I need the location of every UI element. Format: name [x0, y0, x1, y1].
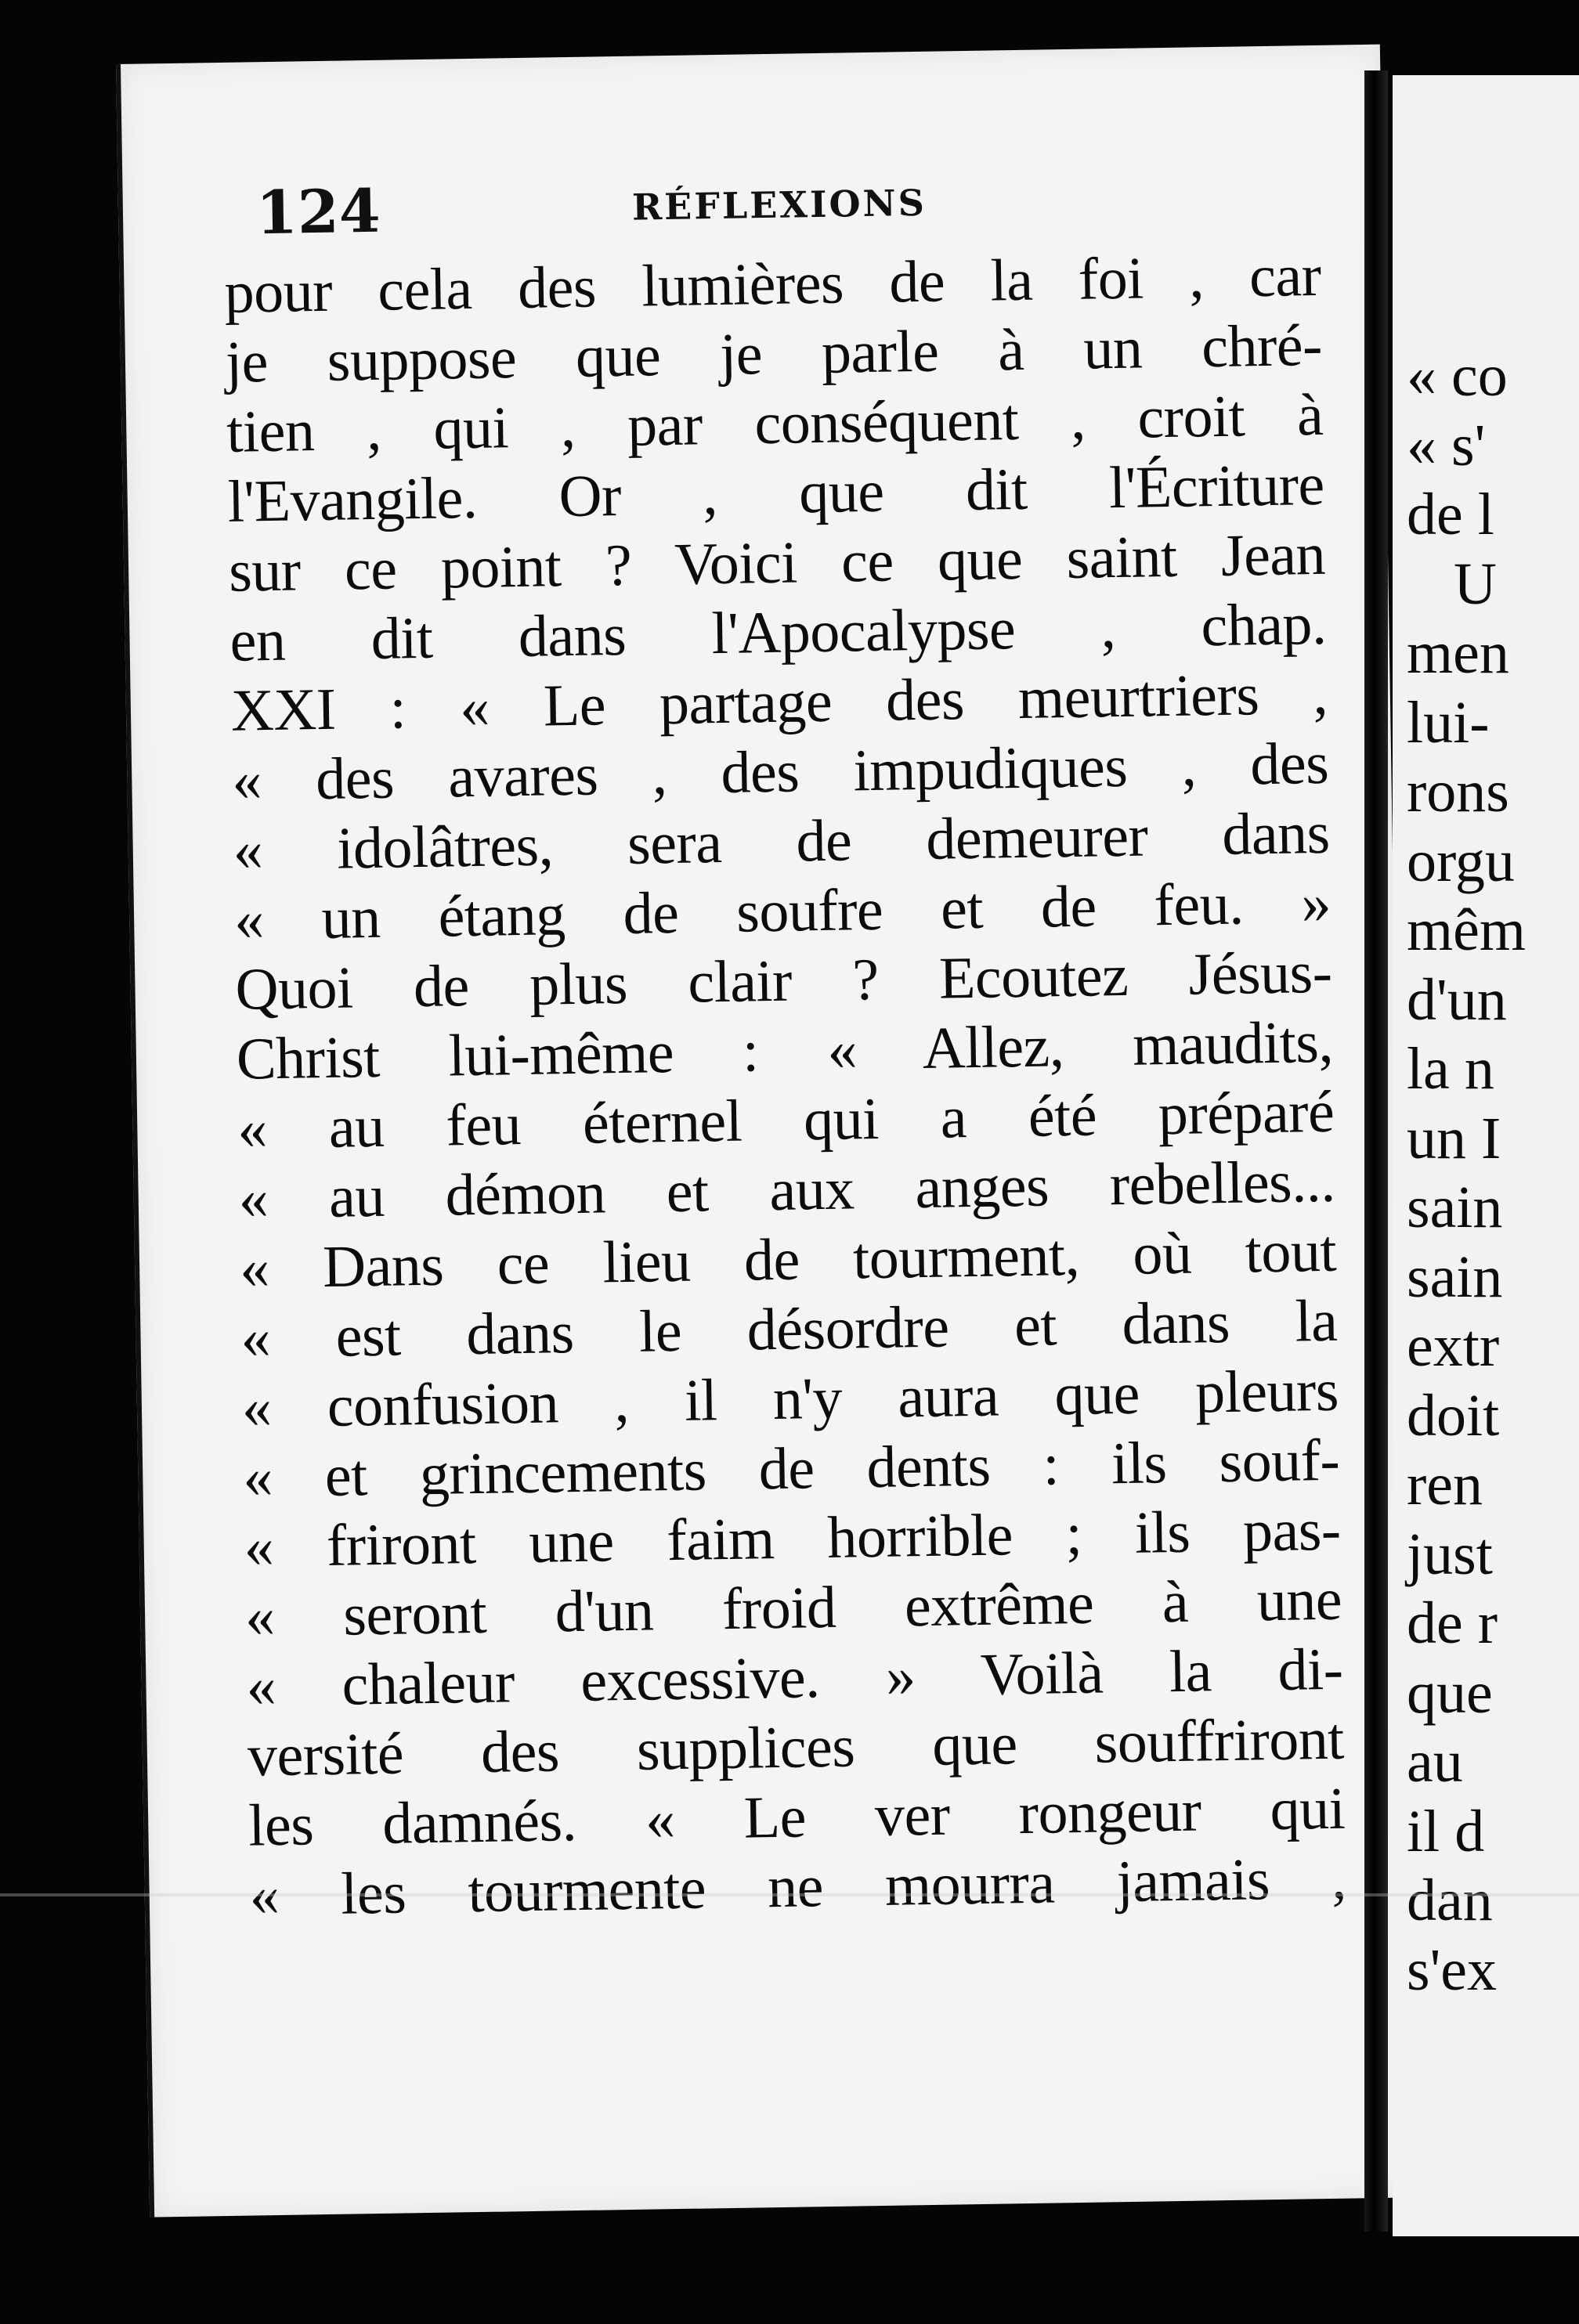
text-line: sain [1407, 1243, 1503, 1310]
text-line: « au démon et aux anges rebelles... [238, 1148, 1336, 1232]
text-line: « friront une faim horrible ; ils pas- [244, 1496, 1342, 1580]
body-text [224, 240, 1378, 1930]
scan-artifact-line [0, 1893, 1579, 1896]
text-line: just [1407, 1521, 1493, 1587]
text-line: versité des supplices que souffriront [247, 1705, 1345, 1789]
text-line: orgu [1407, 828, 1515, 894]
text-line: « seront d'un froid extrême à une [244, 1566, 1342, 1650]
text-line: ren [1407, 1452, 1483, 1517]
text-line: lui- [1407, 689, 1490, 756]
text-line: « les tourmente ne mourra jamais , [249, 1845, 1347, 1929]
text-line: « Dans ce lieu de tourment, où tout [239, 1218, 1337, 1301]
text-line: d'un [1407, 966, 1507, 1033]
text-line: rons [1407, 759, 1509, 825]
text-line: un I [1407, 1105, 1501, 1171]
text-line: « un étang de soufre et de feu. » [233, 869, 1331, 953]
left-page [116, 45, 1414, 2218]
book-gutter [1364, 70, 1388, 2232]
text-line: « confusion , il n'y aura que pleurs [241, 1357, 1339, 1441]
text-line: en dit dans l'Apocalypse , chap. [229, 590, 1328, 674]
text-line: l'Evangile. Or , que dit l'Écriture [227, 451, 1325, 535]
text-line: U [1454, 550, 1497, 617]
text-line: Christ lui-même : « Allez, maudits, [236, 1009, 1334, 1092]
text-line: « est dans le désordre et dans la [240, 1287, 1339, 1371]
text-line: men [1407, 620, 1509, 686]
text-line: la n [1407, 1036, 1494, 1102]
text-line: sain [1407, 1175, 1503, 1240]
text-line: que [1407, 1659, 1493, 1726]
text-line: mêm [1407, 897, 1526, 963]
text-line: « s' [1407, 412, 1486, 478]
running-title: RÉFLEXIONS [631, 181, 927, 229]
text-line: « idolâtres, sera de demeurer dans [233, 799, 1331, 883]
text-line: Quoi de plus clair ? Ecoutez Jésus- [234, 939, 1333, 1023]
text-line: s'ex [1407, 1936, 1498, 2003]
text-line: au [1407, 1729, 1463, 1795]
text-line: de r [1407, 1590, 1498, 1656]
text-line: tien , qui , par conséquent , croit à [226, 381, 1324, 465]
text-line: les damnés. « Le ver rongeur qui [248, 1775, 1346, 1859]
page-number: 124 [255, 175, 381, 248]
text-line: « des avares , des impudiques , des [231, 730, 1329, 814]
text-line: XXI : « Le partage des meurtriers , [230, 660, 1328, 744]
text-line: de l [1407, 482, 1494, 547]
text-line: extr [1407, 1313, 1500, 1379]
text-line: doit [1407, 1382, 1500, 1449]
text-line: « chaleur excessive. » Voilà la di- [245, 1636, 1344, 1720]
text-line: pour cela des lumières de la foi , car [223, 242, 1322, 326]
text-line: sur ce point ? Voici ce que saint Jean [228, 521, 1326, 604]
text-line: « au feu éternel qui a été préparé [237, 1078, 1335, 1162]
right-page-text [1407, 341, 1526, 2005]
text-line: il d [1407, 1798, 1485, 1864]
text-line: dan [1407, 1868, 1493, 1933]
text-line: je suppose que je parle à un chré- [225, 312, 1323, 395]
right-page [1393, 75, 1579, 2236]
text-line: « et grincements de dents : ils souf- [242, 1427, 1340, 1510]
text-line: « co [1407, 343, 1508, 409]
